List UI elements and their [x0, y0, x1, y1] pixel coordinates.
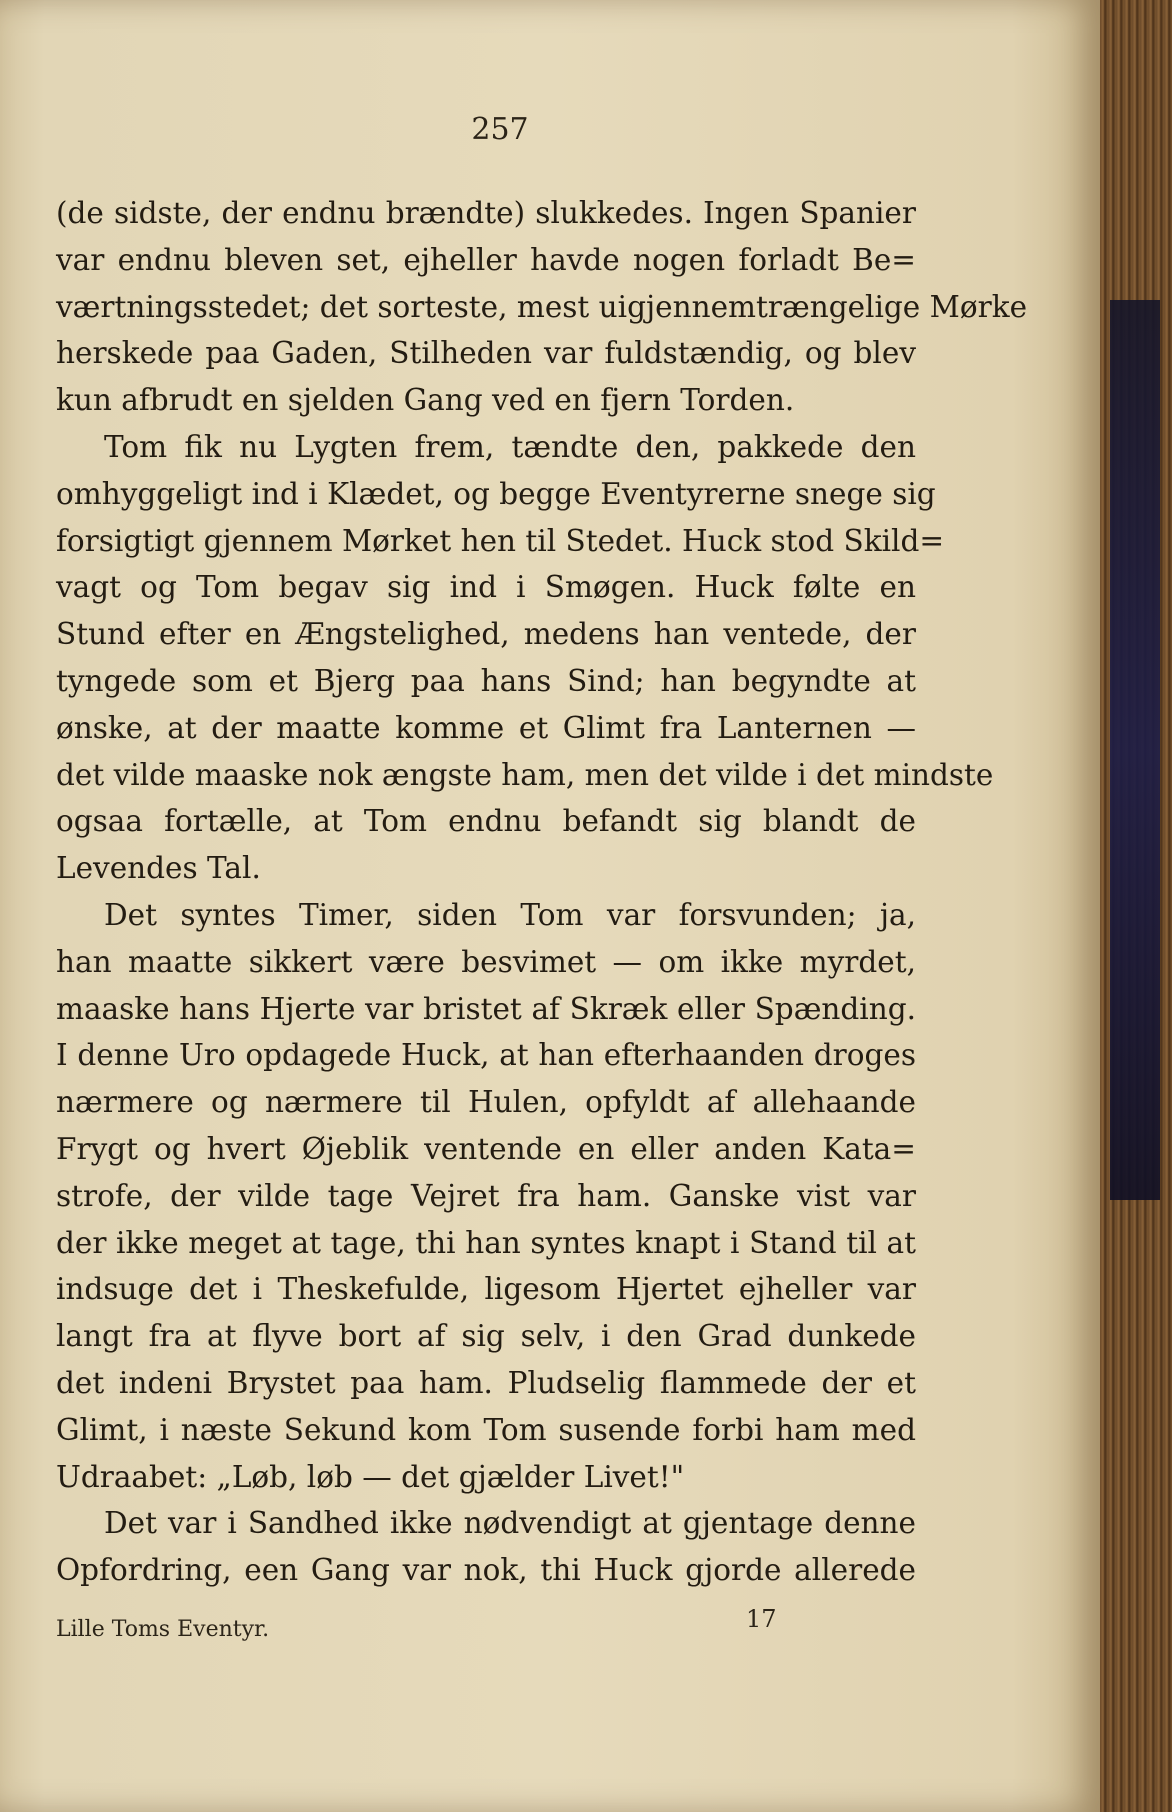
- text-line: vagt og Tom begav sig ind i Smøgen. Huck følte en: [56, 570, 916, 605]
- text-line: Stund efter en Ængstelighed, medens han ventede, der: [56, 617, 916, 652]
- text-line: I denne Uro opdagede Huck, at han efterhaanden droges: [56, 1038, 916, 1073]
- text-line: ønske, at der maatte komme et Glimt fra Lanternen —: [56, 710, 916, 745]
- text-line: det indeni Brystet paa ham. Pludselig flammede der et: [56, 1365, 916, 1400]
- text-line: kun afbrudt en sjelden Gang ved en fjern Torden.: [56, 383, 795, 418]
- text-line: Frygt og hvert Øjeblik ventende en eller anden Kata=: [56, 1131, 916, 1166]
- signature-mark: 17: [746, 1605, 777, 1633]
- text-line: nærmere og nærmere til Hulen, opfyldt af allehaande: [56, 1085, 916, 1120]
- text-line: herskede paa Gaden, Stilheden var fuldstændig, og blev: [56, 336, 916, 371]
- text-line: forsigtigt gjennem Mørket hen til Stedet. Huck stod Skild=: [56, 523, 945, 558]
- text-line: Levendes Tal.: [56, 851, 261, 886]
- text-line: Udraabet: „Løb, løb — det gjælder Livet!": [56, 1459, 685, 1494]
- text-line: langt fra at flyve bort af sig selv, i den Grad dunkede: [56, 1319, 916, 1354]
- page-number: 257: [471, 112, 529, 147]
- text-line: (de sidste, der endnu brændte) slukkedes. Ingen Spanier: [56, 196, 916, 230]
- text-line: Opfordring, een Gang var nok, thi Huck gjorde allerede: [56, 1553, 916, 1588]
- text-line: omhyggeligt ind i Klædet, og begge Eventyrerne snege sig: [56, 476, 936, 511]
- footer-book-title: Lille Toms Eventyr.: [56, 1617, 270, 1642]
- text-line: Glimt, i næste Sekund kom Tom susende forbi ham med: [56, 1412, 916, 1447]
- text-line: det vilde maaske nok ængste ham, men det vilde i det mindste: [56, 757, 994, 792]
- text-line: var endnu bleven set, ejheller havde nogen forladt Be=: [56, 242, 916, 277]
- text-line: Det var i Sandhed ikke nødvendigt at gjentage denne: [104, 1506, 916, 1541]
- text-line: tyngede som et Bjerg paa hans Sind; han begyndte at: [56, 663, 916, 698]
- text-line: ogsaa fortælle, at Tom endnu befandt sig blandt de: [56, 804, 916, 839]
- text-line: maaske hans Hjerte var bristet af Skræk eller Spænding.: [56, 991, 916, 1026]
- body-text: [56, 190, 1028, 1594]
- text-line: værtningsstedet; det sorteste, mest uigjennemtrængelige Mørke: [56, 289, 1028, 324]
- text-line: Tom fik nu Lygten frem, tændte den, pakkede den: [104, 429, 916, 464]
- spine-binding: [1110, 300, 1160, 1200]
- text-line: strofe, der vilde tage Vejret fra ham. Ganske vist var: [56, 1178, 916, 1213]
- text-line: indsuge det i Theskefulde, ligesom Hjertet ejheller var: [56, 1272, 916, 1307]
- text-line: Det syntes Timer, siden Tom var forsvunden; ja,: [104, 897, 916, 932]
- text-line: der ikke meget at tage, thi han syntes knapt i Stand til at: [56, 1225, 916, 1260]
- text-line: han maatte sikkert være besvimet — om ikke myrdet,: [56, 944, 916, 979]
